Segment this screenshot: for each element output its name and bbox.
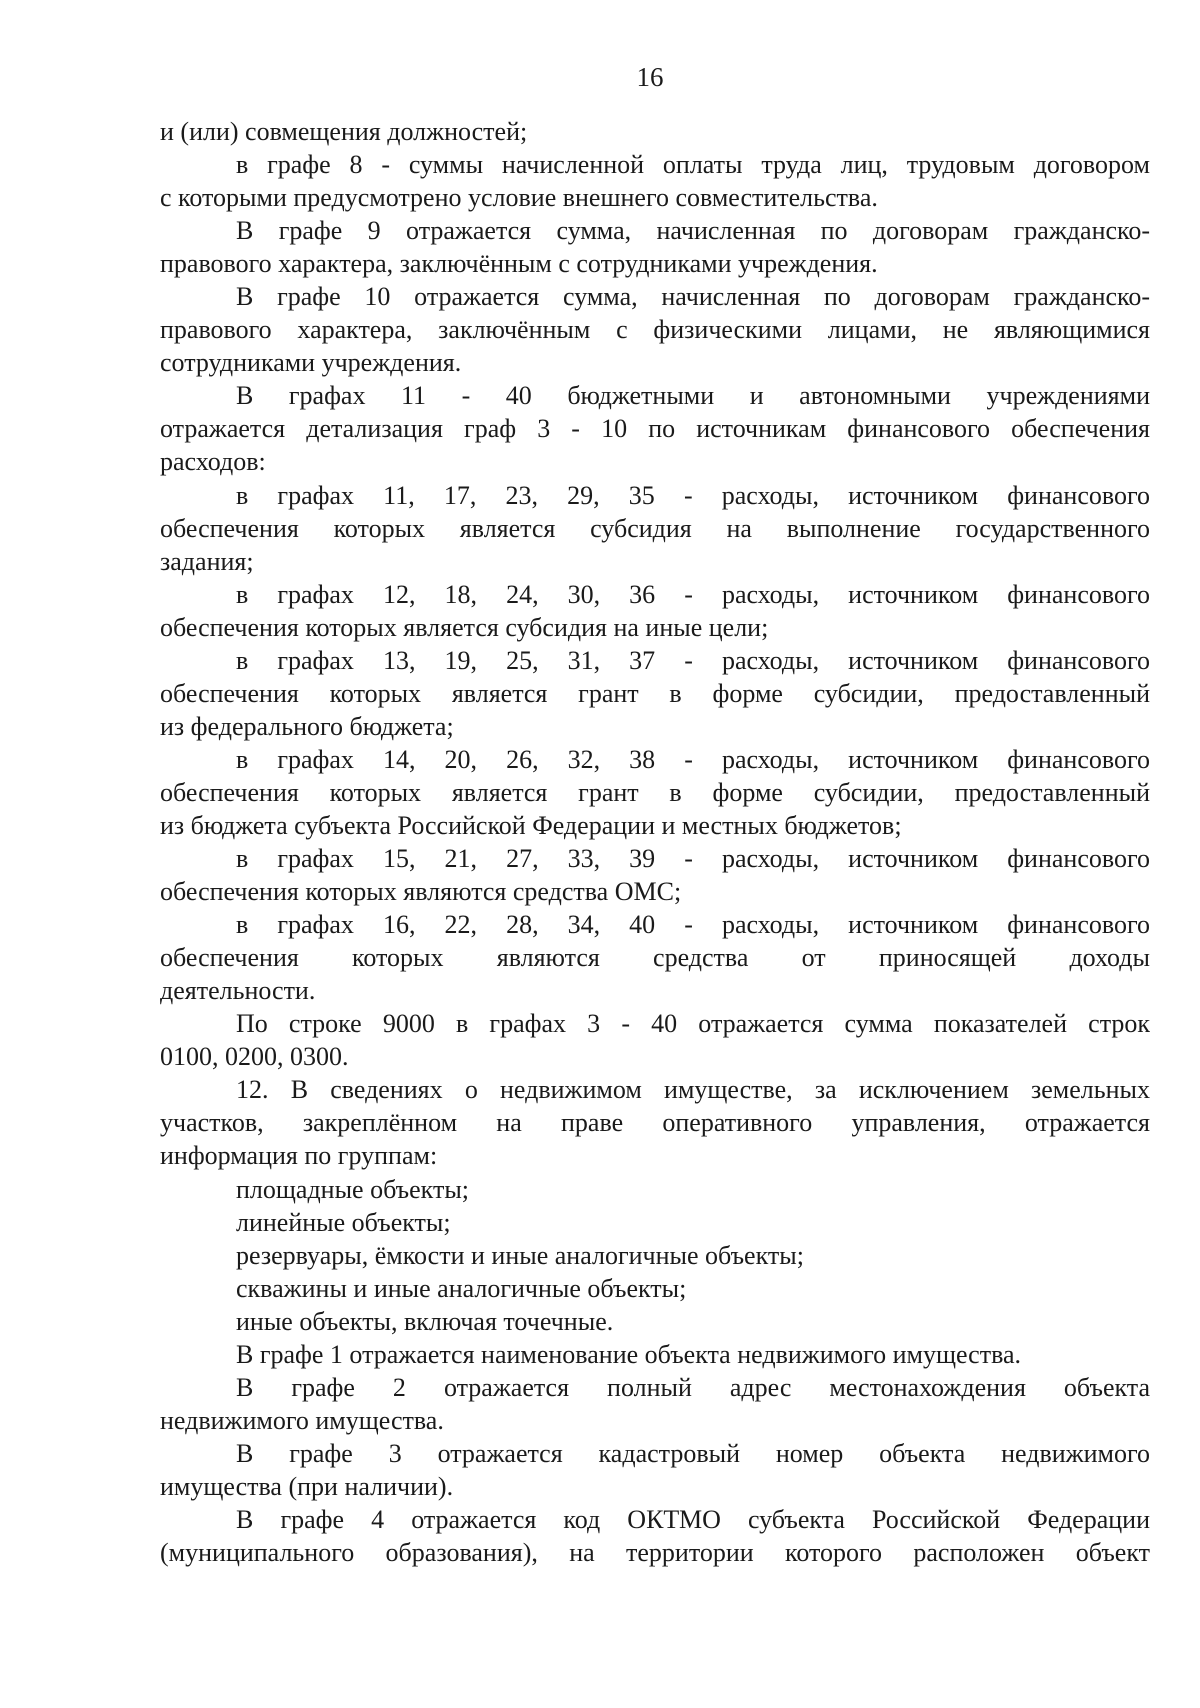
text-line: В графе 4 отражается код ОКТМО субъекта Российской Федерации <box>236 1504 1150 1534</box>
text-line: В графе 10 отражается сумма, начисленная по договорам гражданско- <box>236 282 1150 312</box>
text-line: деятельности. <box>160 976 316 1006</box>
text-line: 0100, 0200, 0300. <box>160 1042 349 1072</box>
text-line: правового характера, заключённым с физическими лицами, не являющимися <box>160 315 1150 345</box>
text-line: обеспечения которых является грант в форме субсидии, предоставленный <box>160 678 1150 708</box>
page-number: 16 <box>636 62 664 92</box>
text-line: В графе 1 отражается наименование объекта недвижимого имущества. <box>236 1339 1022 1369</box>
text-line: обеспечения которых являются средства от приносящей доходы <box>160 943 1150 973</box>
text-line: расходов: <box>160 447 266 477</box>
text-line: и (или) совмещения должностей; <box>160 117 528 146</box>
text-line: из бюджета субъекта Российской Федерации и местных бюджетов; <box>160 810 902 840</box>
text-line: в графах 11, 17, 23, 29, 35 - расходы, источником финансового <box>236 480 1150 510</box>
text-line: с которыми предусмотрено условие внешнего совместительства. <box>160 183 878 213</box>
text-line: информация по группам: <box>160 1141 438 1171</box>
text-line: площадные объекты; <box>236 1174 470 1204</box>
text-line: В графах 11 - 40 бюджетными и автономными учреждениями <box>236 381 1150 411</box>
text-line: (муниципального образования), на территории которого расположен объект <box>160 1538 1150 1568</box>
text-line: участков, закреплённом на праве оперативного управления, отражается <box>160 1108 1150 1138</box>
text-line: обеспечения которых является субсидия на иные цели; <box>160 612 769 642</box>
text-line: обеспечения которых является субсидия на выполнение государственного <box>160 513 1150 543</box>
text-line: В графе 3 отражается кадастровый номер объекта недвижимого <box>236 1438 1150 1468</box>
document-body <box>160 115 1150 1569</box>
text-line: резервуары, ёмкости и иные аналогичные объекты; <box>236 1240 804 1270</box>
text-line: задания; <box>160 546 254 576</box>
text-line: В графе 2 отражается полный адрес местонахождения объекта <box>236 1372 1150 1402</box>
text-line: сотрудниками учреждения. <box>160 348 462 378</box>
text-line: в графах 16, 22, 28, 34, 40 - расходы, источником финансового <box>236 910 1150 940</box>
text-line: отражается детализация граф 3 - 10 по источникам финансового обеспечения <box>160 414 1150 444</box>
text-line: В графе 9 отражается сумма, начисленная по договорам гражданско- <box>236 216 1150 246</box>
text-line: иные объекты, включая точечные. <box>236 1306 614 1336</box>
text-line: обеспечения которых является грант в форме субсидии, предоставленный <box>160 777 1150 807</box>
text-line: в графах 15, 21, 27, 33, 39 - расходы, источником финансового <box>236 844 1150 874</box>
text-line: скважины и иные аналогичные объекты; <box>236 1273 687 1303</box>
text-line: обеспечения которых являются средства ОМС; <box>160 877 682 907</box>
text-line: имущества (при наличии). <box>160 1471 454 1501</box>
text-line: в графах 12, 18, 24, 30, 36 - расходы, источником финансового <box>236 579 1150 609</box>
text-line: недвижимого имущества. <box>160 1405 444 1435</box>
text-line: По строке 9000 в графах 3 - 40 отражается сумма показателей строк <box>236 1009 1150 1039</box>
text-line: линейные объекты; <box>236 1207 451 1237</box>
text-line: в графе 8 - суммы начисленной оплаты труда лиц, трудовым договором <box>236 150 1150 180</box>
text-line: в графах 13, 19, 25, 31, 37 - расходы, источником финансового <box>236 645 1150 675</box>
text-line: 12. В сведениях о недвижимом имуществе, за исключением земельных <box>236 1075 1150 1105</box>
text-line: правового характера, заключённым с сотрудниками учреждения. <box>160 249 878 279</box>
text-line: из федерального бюджета; <box>160 711 454 741</box>
text-line: в графах 14, 20, 26, 32, 38 - расходы, источником финансового <box>236 744 1150 774</box>
